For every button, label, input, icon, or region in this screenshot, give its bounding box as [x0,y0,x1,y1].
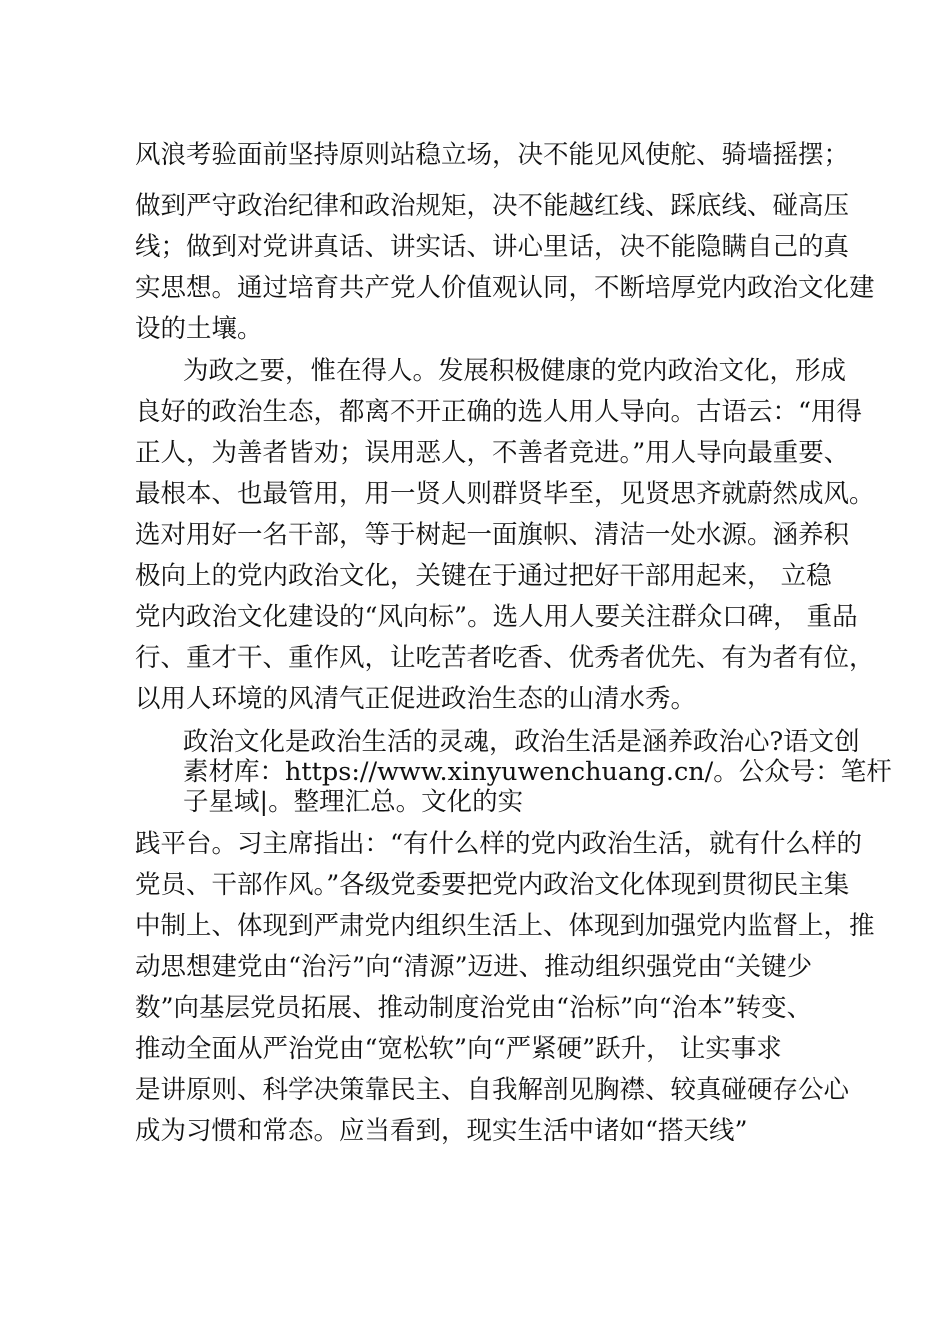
paragraph-4-line-1: 践平台。习主席指出：“有什么样的党内政治生活，就有什么样的 [135,829,863,859]
paragraph-4-line-5: 数”向基层党员拓展、推动制度治党由“治标”向“治本”转变、 [135,993,813,1023]
paragraph-1-line-3: 线；做到对党讲真话、讲实话、讲心里话，决不能隐瞒自己的真 [135,232,850,262]
paragraph-2-line-9: 以用人环境的风清气正促进政治生态的山清水秀。 [135,684,697,714]
paragraph-4-line-6: 推动全面从严治党由“宽松软”向“严紧硬”跃升， 让实事求 [135,1034,782,1064]
paragraph-1-line-1: 风浪考验面前坚持原则站稳立场，决不能见风使舵、骑墙摇摆； [135,140,850,170]
paragraph-4-line-4: 动思想建党由“治污”向“清源”迈进、推动组织强党由“关键少 [135,952,813,982]
paragraph-1-line-4: 实思想。通过培育共产党人价值观认同，不断培厚党内政治文化建 [135,273,875,303]
paragraph-1-line-2: 做到严守政治纪律和政治规矩，决不能越红线、踩底线、碰高压 [135,191,850,221]
paragraph-2-line-1: 为政之要，惟在得人。发展积极健康的党内政治文化，形成 [183,356,847,386]
paragraph-2-line-2: 良好的政治生态，都离不开正确的选人用人导向。古语云：“用得 [135,397,863,427]
paragraph-4-line-8: 成为习惯和常态。应当看到，现实生活中诸如“搭天线” [135,1116,748,1146]
paragraph-4-line-7: 是讲原则、科学决策靠民主、自我解剖见胸襟、较真碰硬存公心 [135,1075,850,1105]
paragraph-2-line-6: 极向上的党内政治文化，关键在于通过把好干部用起来， 立稳 [135,561,832,591]
paragraph-2-line-8: 行、重才干、重作风，让吃苦者吃香、优秀者优先、有为者有位， [135,643,875,673]
paragraph-2-line-3: 正人，为善者皆劝；误用恶人，不善者竞进。”用人导向最重要、 [135,438,850,468]
paragraph-4-line-2: 党员、干部作风。”各级党委要把党内政治文化体现到贯彻民主集 [135,870,850,900]
paragraph-4-line-3: 中制上、体现到严肃党内组织生活上、体现到加强党内监督上，推 [135,911,875,941]
paragraph-3-line-1: 政治文化是政治生活的灵魂，政治生活是涵养政治心?语文创 [183,727,860,757]
paragraph-3-line-2: 素材库：https://www.xinyuwenchuang.cn/。公众号：笔杆 [183,757,892,787]
paragraph-2-line-7: 党内政治文化建设的“风向标”。选人用人要关注群众口碑， 重品 [135,602,858,632]
paragraph-2-line-5: 选对用好一名干部，等于树起一面旗帜、清洁一处水源。涵养积 [135,520,850,550]
paragraph-3-line-3: 子星域|。整理汇总。文化的实 [183,787,524,817]
paragraph-2-line-4: 最根本、也最管用，用一贤人则群贤毕至，见贤思齐就蔚然成风。 [135,479,875,509]
paragraph-1-line-5: 设的土壤。 [135,314,263,344]
